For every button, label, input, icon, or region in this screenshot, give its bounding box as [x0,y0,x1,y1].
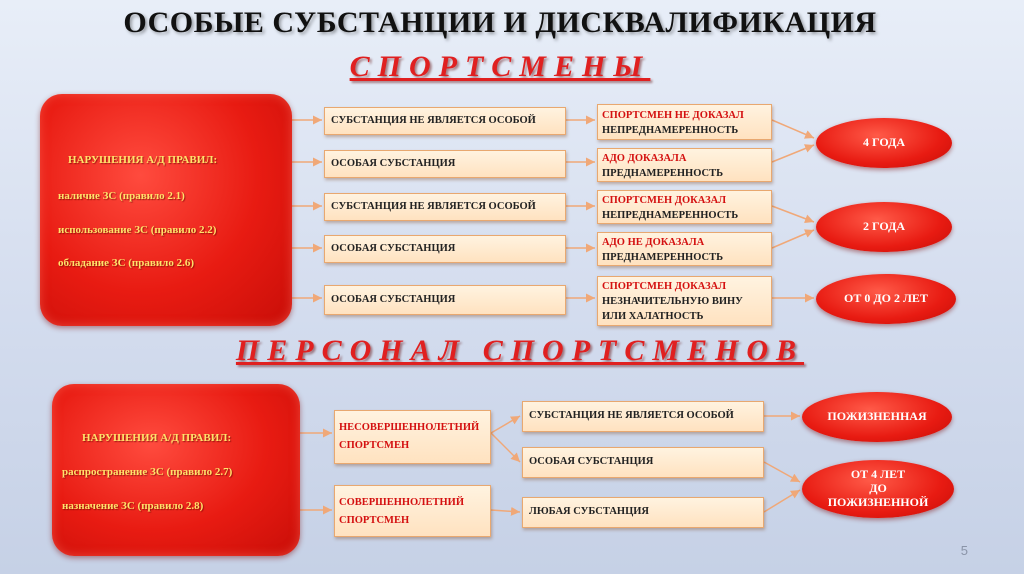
sanction-label: 4 ГОДА [863,135,905,150]
athlete-violation-item: обладание ЗС (правило 2.6) [58,257,195,269]
staff-violation-item: распространение ЗС (правило 2.7) [62,466,233,478]
sanction-label: ДО [869,481,887,496]
substance-label: СУБСТАНЦИЯ НЕ ЯВЛЯЕТСЯ ОСОБОЙ [529,410,734,421]
substance-box [324,235,566,263]
substance-box [324,285,566,315]
sanction-oval [802,460,954,518]
person-label: СПОРТСМЕН [339,440,410,451]
slide-title: ОСОБЫЕ СУБСТАНЦИИ И ДИСКВАЛИФИКАЦИЯ [123,6,877,39]
condition-actor: СПОРТСМЕН ДОКАЗАЛ [602,195,727,206]
condition-box [597,104,772,140]
person-box [334,410,491,464]
condition-fact: ПРЕДНАМЕРЕННОСТЬ [602,252,724,263]
page-number: 5 [960,543,968,558]
substance-box [522,447,764,478]
sanction-oval [816,274,956,324]
condition-actor: СПОРТСМЕН НЕ ДОКАЗАЛ [602,110,744,121]
athlete-violation-item: использование ЗС (правило 2.2) [58,224,217,236]
sanction-oval [802,392,952,442]
substance-label: ЛЮБАЯ СУБСТАНЦИЯ [529,506,649,517]
substance-label: ОСОБАЯ СУБСТАНЦИЯ [529,456,654,467]
sanction-oval [816,118,952,168]
condition-fact: ИЛИ ХАЛАТНОСТЬ [602,311,704,322]
substance-label: СУБСТАНЦИЯ НЕ ЯВЛЯЕТСЯ ОСОБОЙ [331,201,536,212]
condition-actor: АДО ДОКАЗАЛА [602,153,687,164]
staff-violation-item: назначение ЗС (правило 2.8) [62,500,204,512]
athlete-violations-title: НАРУШЕНИЯ А/Д ПРАВИЛ: [68,154,218,166]
condition-box [597,190,772,224]
substance-box [522,401,764,432]
person-label: НЕСОВЕРШЕННОЛЕТНИЙ [339,422,480,433]
person-label: СОВЕРШЕННОЛЕТНИЙ [339,497,465,508]
sanction-label: 2 ГОДА [863,219,905,234]
substance-box [522,497,764,528]
sanction-oval [816,202,952,252]
person-box [334,485,491,537]
staff-violations-title: НАРУШЕНИЯ А/Д ПРАВИЛ: [82,432,232,444]
section-athletes-heading: СПОРТСМЕНЫ [349,50,651,83]
substance-box [324,150,566,178]
section-staff-heading: ПЕРСОНАЛ СПОРТСМЕНОВ [235,334,805,367]
condition-box [597,276,772,326]
sanction-label: ОТ 4 ЛЕТ [850,467,906,482]
substance-label: СУБСТАНЦИЯ НЕ ЯВЛЯЕТСЯ ОСОБОЙ [331,115,536,126]
athlete-violation-item: наличие ЗС (правило 2.1) [58,190,185,202]
condition-actor: АДО НЕ ДОКАЗАЛА [602,237,705,248]
condition-fact: ПРЕДНАМЕРЕННОСТЬ [602,168,724,179]
condition-box [597,148,772,182]
substance-box [324,193,566,221]
substance-label: ОСОБАЯ СУБСТАНЦИЯ [331,243,456,254]
sanction-label: ПОЖИЗНЕННАЯ [827,409,927,424]
staff-violations-box [52,384,300,556]
condition-fact: НЕПРЕДНАМЕРЕННОСТЬ [602,210,739,221]
sanction-label: ПОЖИЗНЕННОЙ [827,494,929,509]
substance-label: ОСОБАЯ СУБСТАНЦИЯ [331,158,456,169]
person-label: СПОРТСМЕН [339,515,410,526]
condition-fact: НЕЗНАЧИТЕЛЬНУЮ ВИНУ [602,296,743,307]
condition-actor: СПОРТСМЕН ДОКАЗАЛ [602,281,727,292]
condition-fact: НЕПРЕДНАМЕРЕННОСТЬ [602,125,739,136]
substance-box [324,107,566,135]
substance-label: ОСОБАЯ СУБСТАНЦИЯ [331,294,456,305]
condition-box [597,232,772,266]
athlete-violations-box [40,94,292,326]
sanction-label: ОТ 0 ДО 2 ЛЕТ [844,291,928,306]
